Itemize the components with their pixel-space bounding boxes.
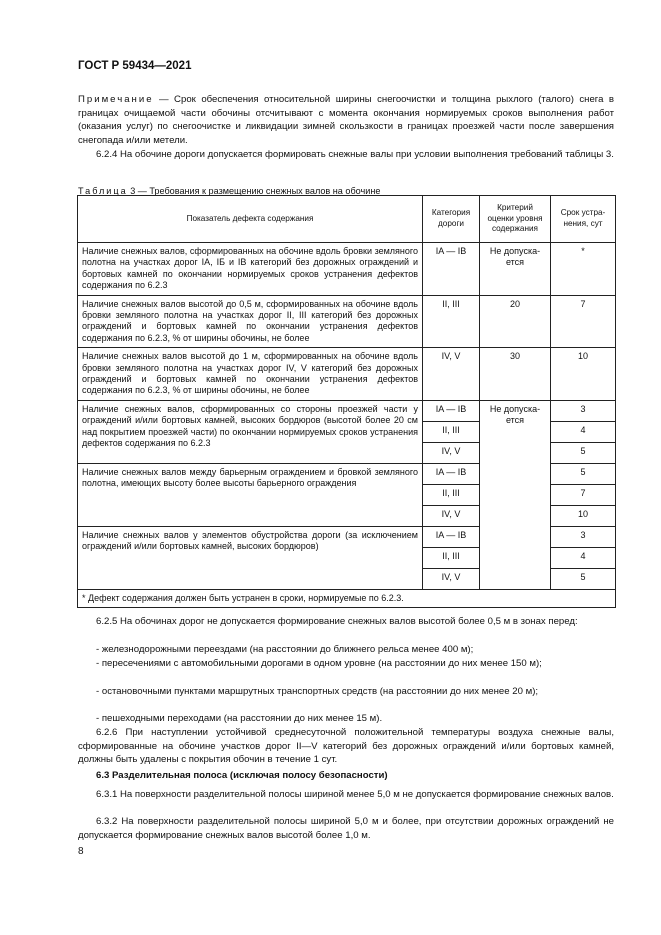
term-cell: 5 xyxy=(551,568,616,589)
term-cell: * xyxy=(551,243,616,296)
criterion-cell: Не допуска- ется xyxy=(480,243,551,296)
snow-banks-table xyxy=(77,195,616,608)
table-header-row xyxy=(78,196,616,243)
term-cell: 4 xyxy=(551,421,616,442)
defect-text: Наличие снежных валов высотой до 0,5 м, сформированных на обочине вдоль бровки земляного полотна на участках дорог II, III категорий без дорожных ограждений и бортовых камней по окончании устранения дефектов содержания по 6.2.3, % от ширины обочины, не более xyxy=(78,295,423,348)
defect-text: Наличие снежных валов высотой до 1 м, сформированных на обочине вдоль бровки земляного полотна на участках дорог IV, V категорий без дорожных ограждений и бортовых камней по окончании устранения дефектов содержания по 6.2.3, % от ширины обочины, не более xyxy=(78,348,423,401)
section-heading-6-3: 6.3 Разделительная полоса (исключая полосу безопасности) xyxy=(96,770,388,781)
header-category: Категория дороги xyxy=(423,196,480,243)
paragraph-6-3-2: 6.3.2 На поверхности разделительной полосы шириной 5,0 м и более, при отсутствии дорожных ограждений не допускается формирование снежных валов высотой более 1,0 м. xyxy=(78,816,614,841)
defect-text: Наличие снежных валов, сформированных на обочине вдоль бровки земляного полотна на участках дорог IA, IБ и IB категорий без дорожных ограждений и бортовых камней по окончании нормируемых сроков устранения дефектов содержания по 6.2.3 xyxy=(78,243,423,296)
term-cell: 3 xyxy=(551,400,616,421)
paragraph-6-2-5: 6.2.5 На обочинах дорог не допускается формирование снежных валов высотой более 0,5 м в зонах перед: xyxy=(96,616,578,627)
table-row xyxy=(78,295,616,348)
note-text: — Срок обеспечения относительной ширины снегоочистки и толщина рыхлого (талого) снега в границах очищаемой части обочины отсчитывают с момента окончания нормируемых сроков выполнения работ (оказания услуг) по снегоочистке и ликвидации зимней скользкости в границах проезжей части после завершения снегопада и/или метели. xyxy=(78,94,614,147)
document-header: ГОСТ Р 59434—2021 xyxy=(78,60,192,72)
defect-text: Наличие снежных валов у элементов обустройства дороги (за исключением ограждений и/или бортовых камней, высоких бордюров) xyxy=(78,526,423,589)
page-number: 8 xyxy=(78,846,84,857)
table-row xyxy=(78,400,616,421)
paragraph-6-2-4: 6.2.4 На обочине дороги допускается формировать снежные валы при условии выполнения требований таблицы 3. xyxy=(96,149,614,160)
list-item: - пересечениями с автомобильными дорогами в одном уровне (на расстоянии до них менее 150 м); xyxy=(96,658,542,669)
header-defect: Показатель дефекта содержания xyxy=(78,196,423,243)
table-footnote-row xyxy=(78,589,616,607)
table-row xyxy=(78,243,616,296)
criterion-cell: 20 xyxy=(480,295,551,348)
table-caption-label: Таблица xyxy=(78,186,128,196)
defect-text: Наличие снежных валов, сформированных со стороны проезжей части у ограждений и/или бортовых камней, высоких бордюров (высотой более 20 см над покрытием проезжей части) по окончании нормируемых сроков устранения дефектов содержания по 6.2.3 xyxy=(78,400,423,463)
term-cell: 4 xyxy=(551,547,616,568)
criterion-cell: 30 xyxy=(480,348,551,401)
term-cell: 7 xyxy=(551,484,616,505)
header-term: Срок устра- нения, сут xyxy=(551,196,616,243)
term-cell: 7 xyxy=(551,295,616,348)
category-cell: IA — IB xyxy=(423,243,480,296)
paragraph-6-2-6: 6.2.6 При наступлении устойчивой среднесуточной положительной температуры воздуха снежные валы, сформированные на обочине участков дорог II—V категорий без дорожных ограждений и/или бортовых камней, должны быть удалены с покрытия обочин в течение 1 сут. xyxy=(78,727,614,766)
term-cell: 3 xyxy=(551,526,616,547)
criterion-merged-cell: Не допуска- ется xyxy=(480,400,551,589)
category-cell: II, III xyxy=(423,295,480,348)
term-cell: 10 xyxy=(551,505,616,526)
term-cell: 5 xyxy=(551,463,616,484)
category-cell: IV, V xyxy=(423,568,480,589)
table-caption-text: 3 — Требования к размещению снежных валов на обочине xyxy=(130,186,381,196)
category-cell: IA — IB xyxy=(423,463,480,484)
category-cell: IV, V xyxy=(423,348,480,401)
term-cell: 5 xyxy=(551,442,616,463)
category-cell: II, III xyxy=(423,421,480,442)
category-cell: II, III xyxy=(423,484,480,505)
list-item: - железнодорожными переездами (на расстоянии до ближнего рельса менее 400 м); xyxy=(96,644,474,655)
paragraph-6-3-1: 6.3.1 На поверхности разделительной полосы шириной менее 5,0 м не допускается формирование снежных валов. xyxy=(96,789,614,800)
category-cell: IA — IB xyxy=(423,400,480,421)
category-cell: II, III xyxy=(423,547,480,568)
list-item: - пешеходными переходами (на расстоянии до них менее 15 м). xyxy=(96,713,383,724)
defect-text: Наличие снежных валов между барьерным ограждением и бровкой земляного полотна, имеющих высоту более высоты барьерного ограждения xyxy=(78,463,423,526)
list-item: - остановочными пунктами маршрутных транспортных средств (на расстоянии до них менее 20 м); xyxy=(96,686,539,697)
note-label: Примечание xyxy=(78,94,154,105)
category-cell: IV, V xyxy=(423,505,480,526)
table-row xyxy=(78,348,616,401)
category-cell: IV, V xyxy=(423,442,480,463)
category-cell: IA — IB xyxy=(423,526,480,547)
table-footnote: * Дефект содержания должен быть устранен в сроки, нормируемые по 6.2.3. xyxy=(78,589,616,607)
note-paragraph xyxy=(78,93,614,148)
header-criterion: Критерий оценки уровня содержания xyxy=(480,196,551,243)
term-cell: 10 xyxy=(551,348,616,401)
